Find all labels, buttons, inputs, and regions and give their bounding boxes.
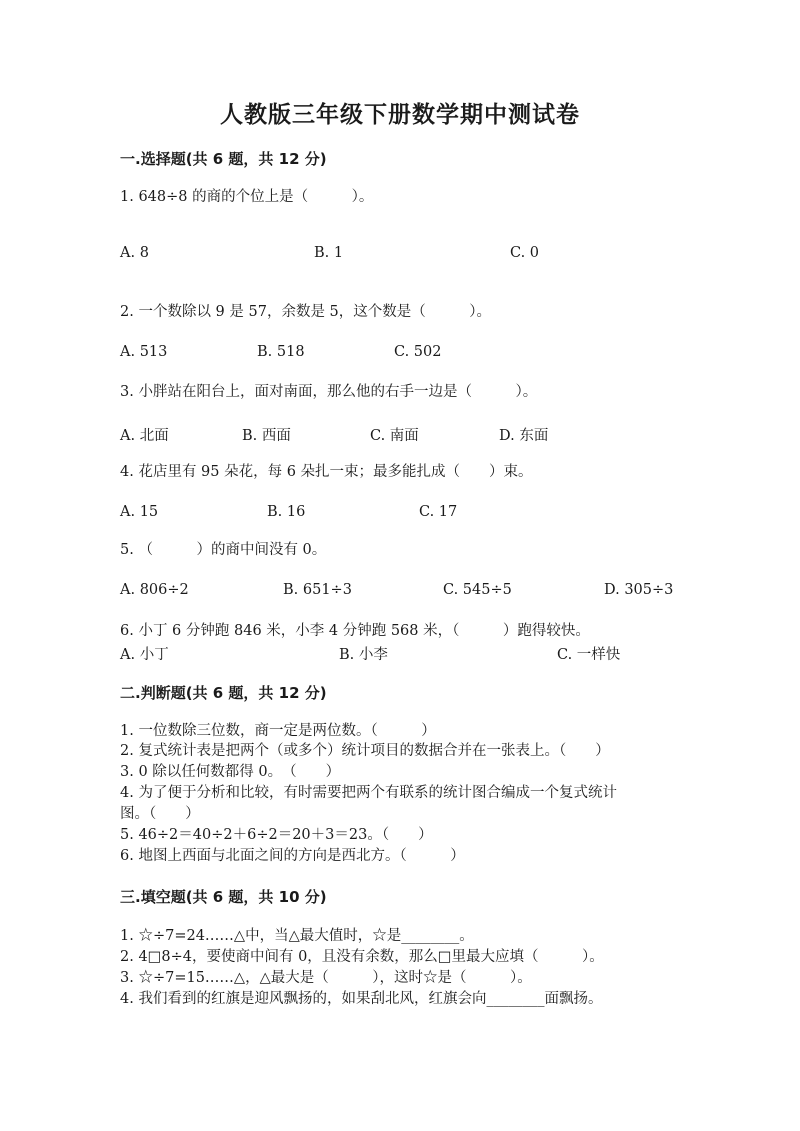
option-b: B. 西面 (242, 428, 291, 444)
option-b: B. 小李 (339, 647, 388, 663)
statement-line: 2. 复式统计表是把两个（或多个）统计项目的数据合并在一张表上。（ ） (120, 743, 610, 759)
option-a: A. 8 (120, 245, 149, 261)
option-d: D. 305÷3 (604, 582, 674, 598)
blank-question-line: 1. ☆÷7=24……△中，当△最大值时，☆是________。 (120, 928, 474, 944)
option-c: C. 502 (394, 344, 442, 360)
statement-line: 3. 0 除以任何数都得 0。 （ ） (120, 764, 341, 780)
section-heading-fill-blank: 三.填空题(共 6 题，共 10 分) (120, 888, 327, 906)
blank-question-line: 4. 我们看到的红旗是迎风飘扬的，如果刮北风，红旗会向________面飘扬。 (120, 991, 603, 1007)
question-text: 4. 花店里有 95 朵花，每 6 朵扎一束；最多能扎成（ ）束。 (120, 464, 533, 480)
option-a: A. 北面 (120, 428, 169, 444)
option-c: C. 545÷5 (443, 582, 512, 598)
option-b: B. 651÷3 (283, 582, 352, 598)
blank-question-line: 3. ☆÷7=15……△，△最大是（ ），这时☆是（ ）。 (120, 970, 532, 986)
question-text: 6. 小丁 6 分钟跑 846 米，小李 4 分钟跑 568 米，（ ）跑得较快。 (120, 623, 590, 639)
option-a: A. 15 (120, 504, 159, 520)
option-b: B. 1 (314, 245, 344, 261)
page-title: 人教版三年级下册数学期中测试卷 (220, 102, 580, 128)
option-c: C. 0 (510, 245, 540, 261)
option-b: B. 16 (267, 504, 306, 520)
statement-line: 6. 地图上西面与北面之间的方向是西北方。（ ） (120, 848, 465, 864)
question-text: 3. 小胖站在阳台上，面对南面，那么他的右手一边是（ ）。 (120, 384, 538, 400)
statement-line: 5. 46÷2＝40÷2＋6÷2＝20＋3＝23。（ ） (120, 827, 433, 843)
option-a: A. 小丁 (120, 647, 169, 663)
section-heading-choice: 一.选择题(共 6 题，共 12 分) (120, 150, 327, 168)
statement-line: 图。（ ） (120, 806, 200, 822)
blank-question-line: 2. 4□8÷4，要使商中间有 0，且没有余数，那么□里最大应填（ ）。 (120, 949, 604, 965)
option-c: C. 南面 (370, 428, 419, 444)
statement-line: 1. 一位数除三位数，商一定是两位数。（ ） (120, 723, 436, 739)
question-text: 2. 一个数除以 9 是 57，余数是 5，这个数是（ ）。 (120, 304, 492, 320)
option-c: C. 17 (419, 504, 458, 520)
option-a: A. 806÷2 (120, 582, 189, 598)
option-d: D. 东面 (499, 428, 549, 444)
question-text: 5. （ ）的商中间没有 0。 (120, 542, 327, 558)
section-heading-judgement: 二.判断题(共 6 题，共 12 分) (120, 684, 327, 702)
question-text: 1. 648÷8 的商的个位上是（ ）。 (120, 189, 374, 205)
statement-line: 4. 为了便于分析和比较，有时需要把两个有联系的统计图合编成一个复式统计 (120, 785, 617, 801)
option-a: A. 513 (120, 344, 168, 360)
option-b: B. 518 (257, 344, 305, 360)
option-c: C. 一样快 (557, 647, 621, 663)
